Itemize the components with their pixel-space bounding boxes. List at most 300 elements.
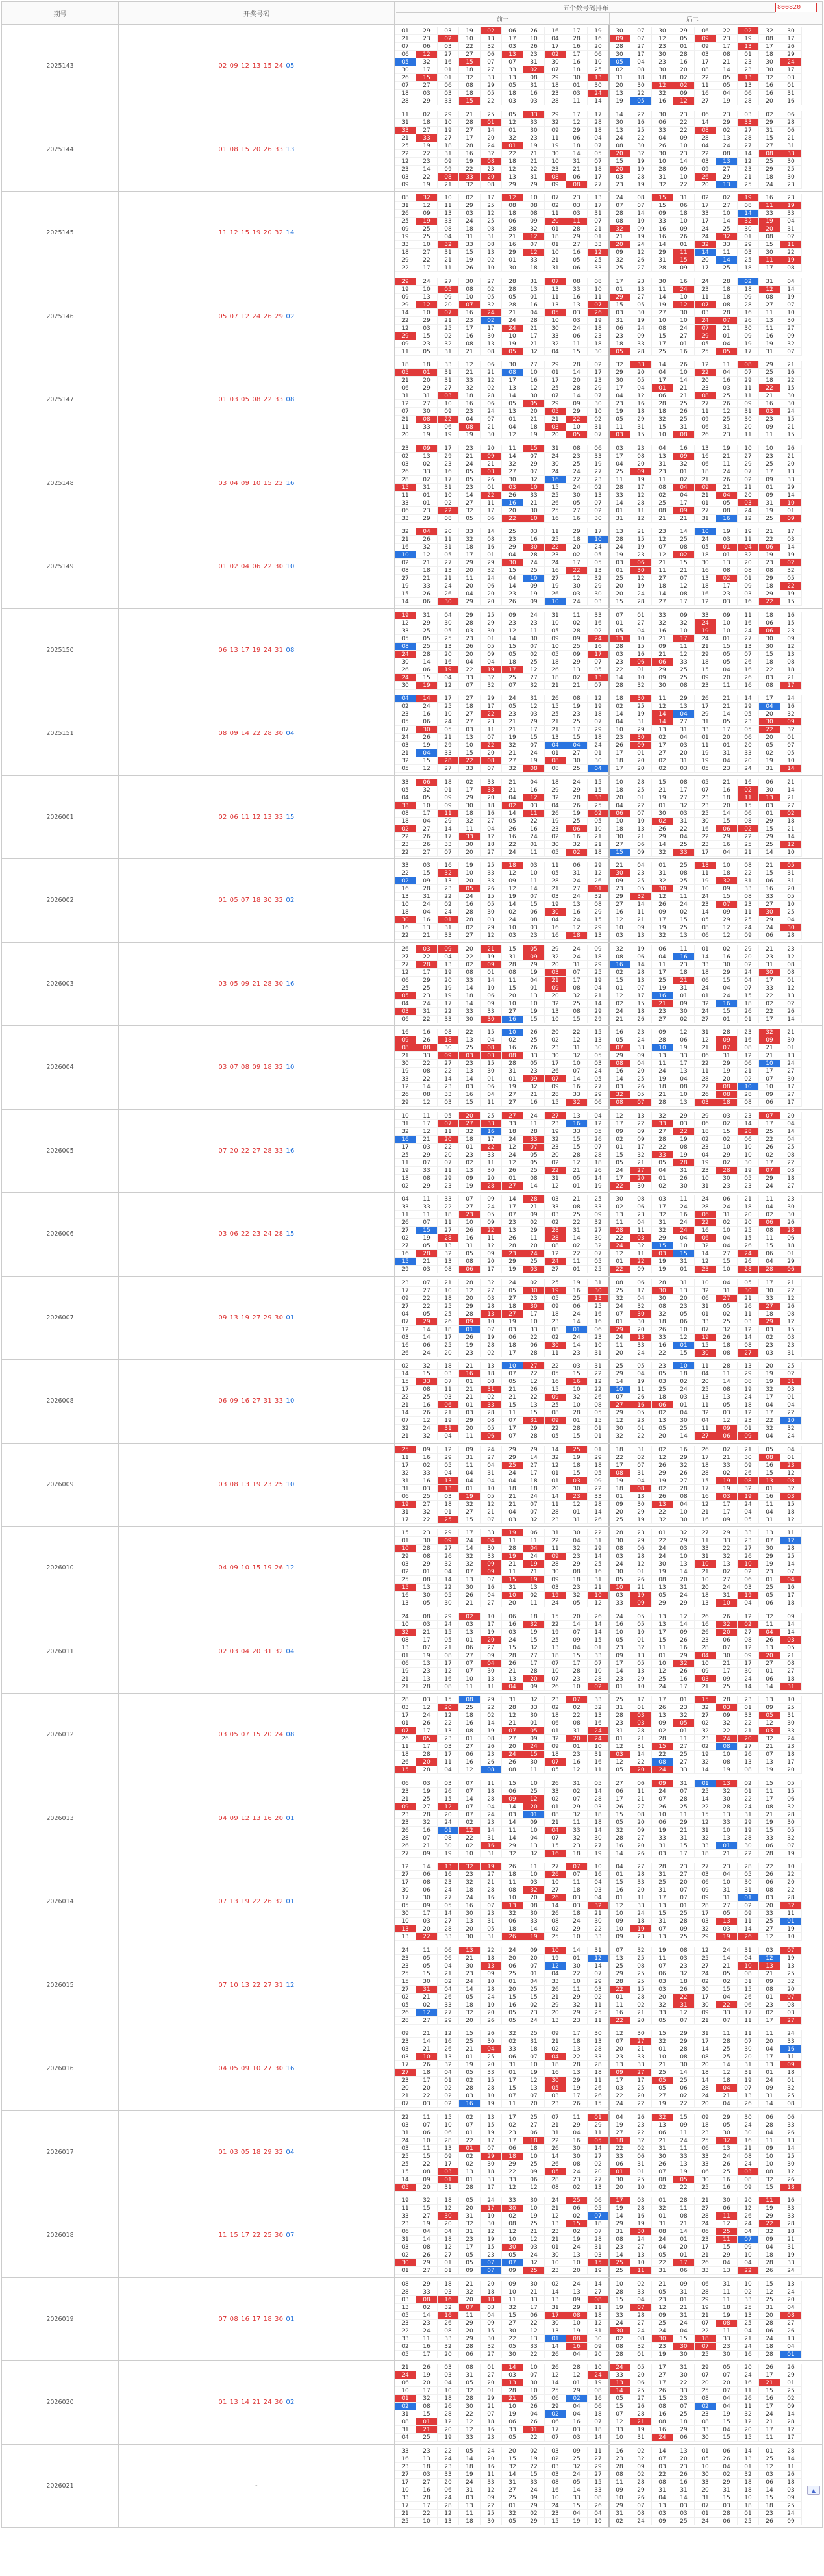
grid-cell: 21 [438,181,459,189]
grid-cell: 22 [759,726,780,734]
grid-cell: 20 [459,651,481,658]
grid-cell: 33 [502,1120,523,1128]
grid-cell: 33 [588,241,609,249]
grid-cell: 10 [780,757,802,765]
grid-cell: 24 [395,1613,416,1621]
grid-cell: 24 [673,286,695,294]
grid-cell: 17 [738,2009,759,2017]
grid-cell: 22 [673,825,695,833]
grid-cell: 14 [609,1378,630,1386]
grid-cell: 10 [545,598,566,606]
grid-cell: 16 [759,400,780,408]
grid-cell: 28 [395,97,416,105]
grid-cell: 17 [459,325,481,332]
grid-cell: 07 [481,734,502,742]
grid-cell: 26 [395,1349,416,1357]
grid-cell: 30 [673,2061,695,2069]
grid-cell: 15 [566,348,588,356]
grid-cell: 21 [588,1910,609,1918]
grid-cell: 16 [738,1036,759,1044]
grid-cell: 22 [416,1933,438,1941]
grid-cell: 22 [738,869,759,877]
grid-cell: 32 [780,726,802,734]
grid-cell: 01 [566,1326,588,1334]
grid-cell: 05 [588,1780,609,1788]
grid-cell: 32 [759,1735,780,1743]
grid-cell: 18 [588,166,609,173]
grid-cell: 09 [523,1211,545,1219]
grid-cell: 20 [545,2009,566,2017]
grid-cell: 21 [416,575,438,582]
grid-cell: 28 [395,476,416,484]
grid-cell: 23 [459,1211,481,1219]
grid-cell: 24 [481,1203,502,1211]
grid-cell: 04 [588,1894,609,1902]
grid-cell: 19 [780,1850,802,1858]
grid-cell: 27 [523,674,545,682]
grid-cell: 31 [673,984,695,992]
grid-cell: 21 [588,841,609,849]
grid-cell: 20 [459,2017,481,2025]
grid-cell: 29 [566,2077,588,2084]
grid-cell: 01 [738,1016,759,1023]
grid-cell: 11 [438,1128,459,1136]
grid-cell: 23 [545,551,566,559]
grid-cell: 14 [780,1016,802,1023]
grid-cell: 03 [716,598,738,606]
grid-cell: 24 [630,1036,652,1044]
grid-cell: 13 [716,1560,738,1568]
grid-cell: 23 [481,718,502,726]
grid-cell: 13 [588,674,609,682]
grid-cell: 02 [416,111,438,119]
grid-cell: 06 [502,1962,523,1970]
grid-cell: 25 [673,536,695,544]
grid-cell: 24 [695,278,716,286]
grid-cell: 12 [523,703,545,710]
grid-cell: 21 [545,885,566,893]
grid-cell: 12 [481,833,502,841]
grid-cell: 31 [395,1120,416,1128]
grid-cell: 26 [545,1780,566,1788]
grid-cell: 01 [566,1266,588,1273]
grid-cell: 23 [459,445,481,453]
grid-cell: 30 [566,1962,588,1970]
grid-cell: 14 [523,1454,545,1462]
group-separator [608,1527,610,1610]
grid-cell: 19 [759,1819,780,1827]
grid-cell: 14 [652,361,673,369]
grid-cell: 24 [609,1167,630,1175]
grid-cell: 17 [759,2017,780,2025]
grid-cell: 06 [502,218,523,225]
red-ball: 04 [241,1648,249,1655]
grid-cell: 21 [502,1394,523,1401]
grid-cell: 04 [695,1652,716,1660]
grid-cell: 16 [588,35,609,43]
grid-cell: 05 [738,1871,759,1879]
grid-cell: 14 [588,1827,609,1834]
grid-cell: 05 [609,1576,630,1584]
grid-cell: 18 [652,582,673,590]
red-ball: 21 [252,981,260,988]
grid-cell: 14 [502,453,523,460]
grid-cell: 12 [588,249,609,256]
grid-cell: 10 [545,158,566,166]
grid-cell: 32 [609,945,630,953]
grid-cell: 25 [695,810,716,818]
grid-cell: 16 [673,1211,695,1219]
grid-cell: 29 [716,969,738,977]
grid-cell: 27 [780,802,802,810]
grid-cell: 32 [566,1592,588,1599]
grid-cell: 09 [523,1735,545,1743]
grid-cell: 24 [566,916,588,924]
grid-cell: 09 [609,1933,630,1941]
grid-cell: 21 [652,1091,673,1099]
grid-cell: 30 [759,908,780,916]
grid-cell: 12 [780,1469,802,1477]
grid-cell: 21 [695,1568,716,1576]
grid-cell: 01 [566,1417,588,1425]
grid-cell: 17 [588,651,609,658]
grid-cell: 23 [673,1863,695,1871]
grid-cell: 19 [502,1083,523,1091]
grid-cell: 15 [673,256,695,264]
period-block [1,1360,823,1444]
period-issue: 2025151 [2,692,119,775]
period-block [1,525,823,609]
grid-cell: 23 [566,1675,588,1683]
grid-cell: 08 [652,325,673,332]
grid-cell: 04 [459,1469,481,1477]
grid-cell: 02 [588,1683,609,1691]
blue-ball: 01 [286,1898,294,1905]
red-ball: 03 [218,1064,227,1071]
grid-cell: 21 [502,718,523,726]
grid-cell: 13 [416,1660,438,1668]
grid-cell: 17 [459,1529,481,1537]
grid-cell: 08 [481,1735,502,1743]
grid-cell: 03 [395,1008,416,1016]
grid-cell: 05 [609,1766,630,1774]
grid-cell: 19 [652,984,673,992]
grid-cell: 02 [395,1568,416,1576]
grid-cell: 30 [545,908,566,916]
grid-cell: 25 [545,536,566,544]
grid-cell: 28 [652,1136,673,1144]
grid-cell: 30 [416,408,438,416]
grid-cell: 32 [673,1529,695,1537]
grid-cell: 10 [673,142,695,150]
grid-cell: 22 [502,150,523,158]
grid-cell: 32 [588,1902,609,1910]
grid-cell: 14 [566,150,588,158]
grid-cell: 14 [630,210,652,218]
grid-cell: 12 [481,932,502,940]
grid-cell: 09 [630,742,652,749]
grid-cell: 05 [780,1780,802,1788]
grid-cell: 10 [502,1592,523,1599]
grid-cell: 28 [545,877,566,885]
grid-cell: 26 [588,1516,609,1524]
grid-cell: 05 [502,2017,523,2025]
grid-cell: 20 [481,794,502,802]
grid-cell: 11 [652,961,673,969]
grid-cell: 17 [716,726,738,734]
number-input[interactable] [775,3,817,12]
grid-cell: 25 [780,1362,802,1370]
grid-cell: 19 [673,1151,695,1159]
grid-cell: 02 [695,1136,716,1144]
period-draw-numbers [119,943,395,1026]
grid-cell: 22 [695,74,716,82]
red-ball: 06 [252,563,260,570]
grid-cell: 18 [566,2038,588,2045]
grid-cell: 19 [481,1727,502,1735]
grid-cell: 11 [438,1167,459,1175]
grid-cell: 23 [566,1553,588,1560]
grid-cell: 10 [523,35,545,43]
grid-cell: 26 [502,492,523,499]
grid-cell: 01 [416,499,438,507]
grid-cell: 26 [395,74,416,82]
grid-cell: 08 [523,916,545,924]
grid-cell: 18 [780,1242,802,1250]
grid-cell: 04 [759,703,780,710]
grid-cell: 29 [438,111,459,119]
grid-cell: 32 [416,58,438,66]
grid-cell: 31 [588,1349,609,1357]
grid-cell: 19 [481,953,502,961]
grid-cell: 02 [438,35,459,43]
grid-cell: 04 [716,369,738,377]
red-ball: 24 [252,313,260,320]
grid-cell: 05 [416,1310,438,1318]
grid-cell: 21 [673,392,695,400]
grid-cell: 30 [759,643,780,651]
grid-cell: 20 [459,849,481,857]
grid-cell: 31 [673,818,695,825]
grid-cell: 25 [695,1788,716,1795]
grid-cell: 11 [738,2017,759,2025]
grid-cell: 31 [695,515,716,523]
grid-cell: 08 [609,1099,630,1107]
grid-cell: 28 [588,1151,609,1159]
grid-cell: 18 [695,582,716,590]
grid-cell: 08 [502,1052,523,1060]
grid-cell: 28 [738,97,759,105]
grid-cell: 19 [759,1378,780,1386]
grid-cell: 09 [630,924,652,932]
grid-cell: 29 [630,1675,652,1683]
grid-cell: 20 [738,492,759,499]
grid-cell: 29 [652,1469,673,1477]
grid-cell: 10 [630,1683,652,1691]
grid-cell: 11 [738,384,759,392]
grid-cell: 16 [588,1871,609,1879]
grid-cell: 25 [759,1128,780,1136]
grid-cell: 19 [523,1576,545,1584]
grid-cell: 33 [416,1167,438,1175]
grid-cell: 01 [609,1318,630,1326]
grid-cell: 19 [416,682,438,690]
grid-cell: 06 [738,1576,759,1584]
grid-cell: 07 [652,544,673,551]
grid-cell: 11 [459,1462,481,1469]
grid-cell: 07 [523,453,545,460]
grid-cell: 28 [588,119,609,127]
grid-cell: 19 [780,294,802,301]
grid-cell: 05 [609,1636,630,1644]
red-ball: 08 [230,1481,238,1488]
grid-cell: 26 [609,742,630,749]
grid-cell: 29 [502,544,523,551]
grid-cell: 32 [716,1553,738,1560]
grid-cell: 11 [502,1827,523,1834]
grid-cell: 03 [609,1592,630,1599]
grid-cell: 09 [566,400,588,408]
grid-cell: 27 [438,1918,459,1925]
grid-cell: 16 [673,58,695,66]
grid-cell: 29 [545,786,566,794]
grid-cell: 14 [588,1508,609,1516]
grid-cell: 32 [545,1136,566,1144]
grid-cell: 03 [566,309,588,317]
grid-cell: 31 [695,2030,716,2038]
grid-cell: 23 [609,658,630,666]
period-draw-numbers [119,525,395,608]
grid-cell: 06 [780,1266,802,1273]
grid-cell: 30 [588,1287,609,1295]
grid-cell: 18 [780,1751,802,1758]
grid-cell: 03 [780,1167,802,1175]
grid-cell: 08 [652,507,673,515]
grid-cell: 27 [630,264,652,272]
group-separator [608,692,610,775]
grid-cell: 17 [609,384,630,392]
grid-cell: 13 [780,651,802,658]
grid-cell: 10 [673,1326,695,1334]
grid-cell: 24 [716,992,738,1000]
grid-cell: 29 [630,416,652,423]
grid-cell: 14 [673,2069,695,2077]
grid-cell: 26 [759,1871,780,1879]
grid-cell: 19 [759,551,780,559]
grid-cell: 06 [481,1083,502,1091]
grid-cell: 18 [459,392,481,400]
grid-cell: 15 [566,1016,588,1023]
grid-cell: 05 [545,1432,566,1440]
grid-cell: 29 [416,1560,438,1568]
grid-cell: 05 [395,765,416,773]
grid-cell: 28 [523,1668,545,1675]
grid-cell: 25 [759,1584,780,1592]
grid-cell: 02 [759,1334,780,1342]
grid-cell: 07 [545,278,566,286]
grid-cell: 30 [395,658,416,666]
grid-cell: 30 [609,1425,630,1432]
grid-cell: 29 [438,818,459,825]
grid-cell: 18 [588,340,609,348]
grid-cell: 21 [716,325,738,332]
grid-cell: 24 [630,1910,652,1918]
grid-cell: 11 [566,340,588,348]
grid-cell: 04 [716,340,738,348]
grid-cell: 03 [395,742,416,749]
grid-cell: 25 [738,256,759,264]
grid-cell: 20 [459,877,481,885]
grid-cell: 13 [652,1613,673,1621]
grid-cell: 28 [416,651,438,658]
grid-cell: 05 [438,551,459,559]
grid-cell: 33 [416,582,438,590]
grid-cell: 16 [566,294,588,301]
grid-cell: 22 [416,1060,438,1068]
grid-cell: 32 [738,551,759,559]
grid-cell: 18 [502,210,523,218]
red-ball: 22 [252,1982,260,1989]
grid-cell: 21 [545,718,566,726]
grid-cell: 24 [459,218,481,225]
grid-cell: 26 [502,1167,523,1175]
grid-cell: 08 [566,181,588,189]
red-ball: 30 [275,563,283,570]
grid-cell: 32 [695,1242,716,1250]
grid-cell: 24 [630,590,652,598]
grid-cell: 27 [759,901,780,908]
grid-cell: 07 [630,810,652,818]
grid-cell: 15 [566,1370,588,1378]
grid-cell: 16 [673,348,695,356]
grid-cell: 29 [459,559,481,567]
grid-cell: 26 [545,1871,566,1879]
grid-cell: 10 [502,924,523,932]
grid-cell: 29 [395,1266,416,1273]
grid-cell: 29 [459,1417,481,1425]
grid-cell: 19 [738,1386,759,1394]
grid-cell: 13 [459,1068,481,1075]
grid-cell: 25 [630,1978,652,1986]
grid-cell: 08 [459,286,481,294]
period-issue: 2026014 [2,1860,119,1944]
grid-cell: 22 [630,1120,652,1128]
grid-cell: 30 [609,833,630,841]
grid-cell: 22 [673,119,695,127]
grid-cell: 09 [502,877,523,885]
grid-cell: 08 [502,369,523,377]
grid-cell: 30 [630,2030,652,2038]
period-issue: 2025144 [2,108,119,192]
grid-cell: 21 [459,1955,481,1962]
grid-cell: 03 [481,1295,502,1303]
grid-cell: 04 [780,1120,802,1128]
grid-cell: 32 [481,567,502,575]
grid-cell: 17 [459,134,481,142]
grid-cell: 02 [481,384,502,392]
grid-cell: 15 [523,445,545,453]
grid-cell: 23 [759,1568,780,1576]
grid-cell: 26 [630,1850,652,1858]
grid-cell: 22 [438,1719,459,1727]
grid-cell: 25 [673,924,695,932]
grid-cell: 26 [545,1910,566,1918]
grid-cell: 07 [780,301,802,309]
grid-cell: 24 [780,1735,802,1743]
grid-cell: 20 [695,1584,716,1592]
grid-cell: 33 [545,1978,566,1986]
grid-cell: 06 [630,1279,652,1287]
